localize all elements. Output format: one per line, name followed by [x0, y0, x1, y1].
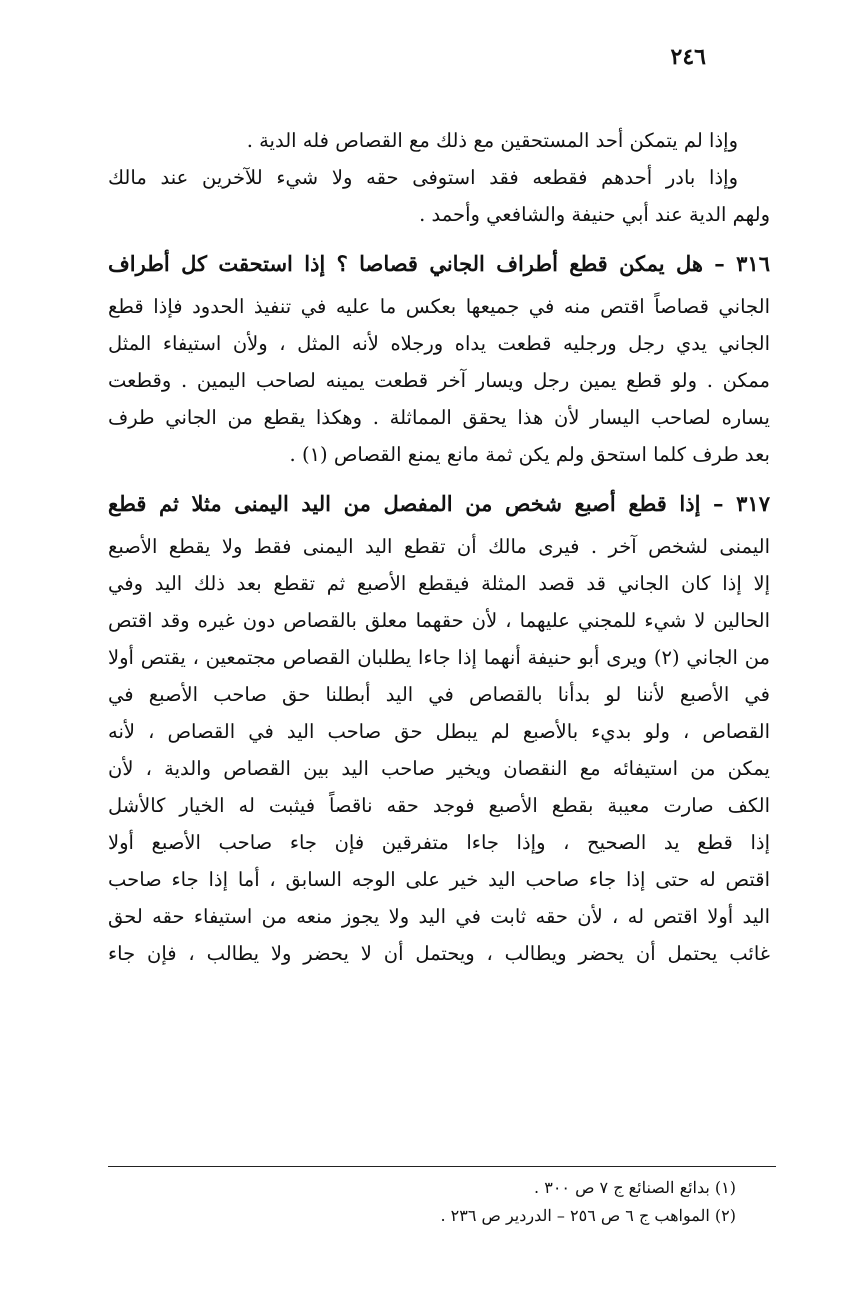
text-line-8: يساره لصاحب اليسار لأن هذا يحقق المماثلة . وهكذا يقطع من الجاني طرف — [108, 406, 770, 429]
text-line-15: في الأصبع لأننا لو بدأنا بالقصاص في اليد أبطلنا حق صاحب الأصبع في — [108, 683, 770, 706]
text-line-13: الحالين لا شيء للمجني عليهما ، لأن حقهما معلق بالقصاص دون غيره وقد اقتص — [108, 609, 770, 632]
text-line-5: الجاني قصاصاً اقتص منه في جميعها بعكس ما عليه في تنفيذ الحدود فإذا قطع — [108, 295, 770, 318]
text-line-3: ولهم الدية عند أبي حنيفة والشافعي وأحمد . — [419, 203, 770, 226]
text-line-22: غائب يحتمل أن يحضر ويطالب ، ويحتمل أن لا يحضر ولا يطالب ، فإن جاء — [108, 942, 770, 965]
text-line-21: اليد أولا اقتص له ، لأن حقه ثابت في اليد ولا يجوز منعه من استيفاء حقه لحق — [108, 905, 770, 928]
footnote-divider — [108, 1166, 776, 1167]
text-line-12: إلا إذا كان الجاني قد قصد المثلة فيقطع الأصبع ثم تقطع بعد ذلك اليد وفي — [108, 572, 770, 595]
text-line-7: ممكن . ولو قطع يمين رجل ويسار آخر قطعت يمينه لصاحب اليمين . وقطعت — [108, 369, 770, 392]
text-line-18: الكف صارت معيبة بقطع الأصبع فوجد حقه ناقصاً فيثبت له الخيار كالأشل — [108, 794, 770, 817]
text-line-17: يمكن من استيفائه مع النقصان ويخير صاحب اليد بين القصاص والدية ، لأن — [108, 757, 770, 780]
text-line-14: من الجاني (٢) ويرى أبو حنيفة أنهما إذا جاءا يطلبان القصاص مجتمعين ، يقتص أولا — [108, 646, 770, 669]
text-line-20: اقتص له حتى إذا جاء صاحب اليد خير على الوجه السابق ، أما إذا جاء صاحب — [108, 868, 770, 891]
text-line-11: اليمنى لشخص آخر . فيرى مالك أن تقطع اليد اليمنى فقط ولا يقطع الأصبع — [108, 535, 770, 558]
footnote-2: (٢) المواهب ج ٦ ص ٢٥٦ – الدردير ص ٢٣٦ . — [440, 1206, 736, 1225]
page-number: ٢٤٦ — [670, 44, 706, 70]
text-line-6: الجاني يدي رجل ورجليه قطعت يداه ورجلاه لأنه المثل ، ولأن استيفاء المثل — [108, 332, 770, 355]
text-line-19: إذا قطع يد الصحيح ، وإذا جاءا متفرقين فإن جاء صاحب الأصبع أولا — [108, 831, 770, 854]
text-line-16: القصاص ، ولو بديء بالأصبع لم يبطل حق صاحب اليد في القصاص ، لأنه — [108, 720, 770, 743]
body-text — [108, 122, 770, 972]
text-line-9: بعد طرف كلما استحق ولم يكن ثمة مانع يمنع القصاص (١) . — [289, 443, 770, 466]
text-line-1: وإذا لم يتمكن أحد المستحقين مع ذلك مع القصاص فله الدية . — [246, 129, 738, 152]
section-317-heading: ٣١٧ – إذا قطع أصبع شخص من المفصل من اليد اليمنى مثلا ثم قطع — [108, 491, 770, 516]
footnotes — [108, 1174, 770, 1230]
footnote-1: (١) بدائع الصنائع ج ٧ ص ٣٠٠ . — [534, 1178, 736, 1197]
section-316-heading: ٣١٦ – هل يمكن قطع أطراف الجاني قصاصا ؟ إذا استحقت كل أطراف — [108, 251, 770, 276]
text-line-2: وإذا بادر أحدهم فقطعه فقد استوفى حقه ولا شيء للآخرين عند مالك — [108, 166, 738, 189]
